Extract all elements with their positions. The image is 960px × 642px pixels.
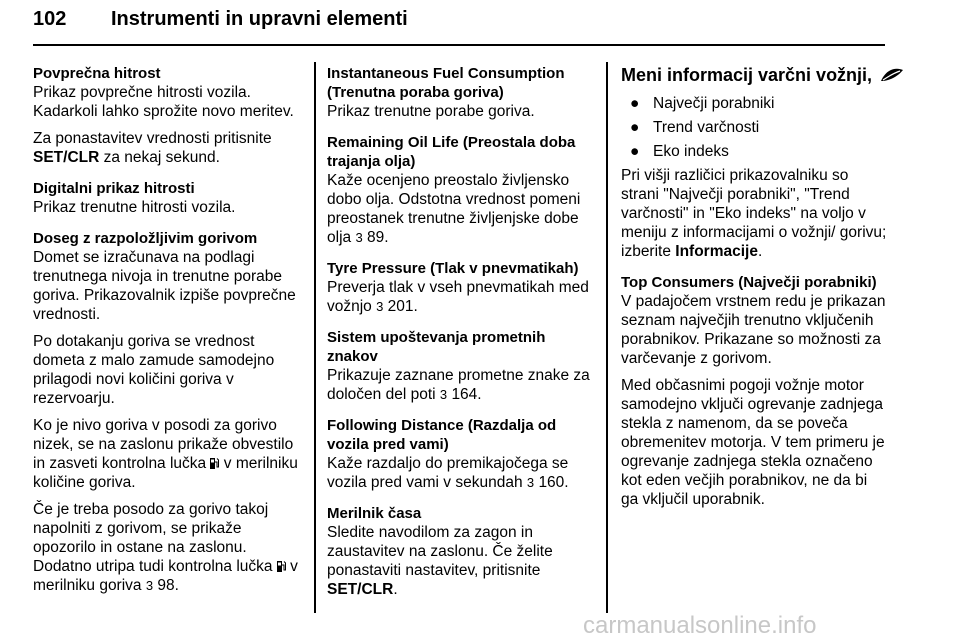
page-reference-icon: 3 bbox=[355, 230, 363, 245]
paragraph: Prikaz trenutne porabe goriva. bbox=[327, 103, 535, 120]
list-item: ● Eko indeks bbox=[630, 143, 729, 160]
button-name-set-clr: SET/CLR bbox=[327, 581, 394, 598]
page-reference-icon: 3 bbox=[376, 299, 384, 314]
paragraph: Med občasnimi pogoji vožnje motor samodejno vključi ogrevanje zadnjega stekla z namenom, da se poveča obremenitev motorja. V tem primeru je ogrevanje zadnjega stekla označeno kot eden večjih porabnikov, ne da bi ga vključil uporabnik. bbox=[621, 377, 885, 508]
paragraph: Prikaz trenutne hitrosti vozila. bbox=[33, 199, 236, 216]
column-divider-1 bbox=[314, 62, 316, 613]
watermark: carmanualsonline.info bbox=[583, 612, 817, 639]
section-heading-fuel-consumption: Instantaneous Fuel Consumption (Trenutna poraba goriva) bbox=[327, 65, 565, 101]
paragraph: Po dotakanju goriva se vrednost dometa z malo zamude samodejno prilagodi novi količini goriva v rezervoarju. bbox=[33, 333, 275, 407]
menu-name-informacije: Informacije bbox=[675, 243, 758, 260]
paragraph: Ko je nivo goriva v posodi za gorivo nizek, se na zaslonu prikaže obvestilo in zasveti kontrolna lučka v merilniku količine goriva. bbox=[33, 417, 298, 491]
section-heading-tyre-pressure: Tyre Pressure (Tlak v pnevmatikah) bbox=[327, 260, 579, 277]
list-item: ● Največji porabniki bbox=[630, 95, 775, 112]
section-heading-average-speed: Povprečna hitrost bbox=[33, 65, 161, 82]
column-2 bbox=[327, 64, 594, 607]
paragraph: Če je treba posodo za gorivo takoj napolniti z gorivom, se prikaže opozorilo in ostane na zaslonu. Dodatno utripa tudi kontrolna lučka v merilniku goriva 3 98. bbox=[33, 501, 298, 594]
bullet-list bbox=[621, 94, 887, 161]
button-name-set-clr: SET/CLR bbox=[33, 149, 100, 166]
section-heading-eco-menu: Meni informacij varčni vožnji, bbox=[621, 64, 887, 86]
section-heading-top-consumers: Top Consumers (Največji porabniki) bbox=[621, 274, 877, 291]
column-1 bbox=[33, 64, 305, 603]
section-heading-oil-life: Remaining Oil Life (Preostala doba trajanja olja) bbox=[327, 134, 576, 170]
page-reference-icon: 3 bbox=[145, 578, 154, 593]
paragraph: Kaže ocenjeno preostalo življensko dobo olja. Odstotna vrednost pomeni preostanek trenutne življenjske dobe olja 3 89. bbox=[327, 172, 581, 246]
paragraph: Prikazuje zaznane prometne znake za določen del poti 3 164. bbox=[327, 367, 590, 403]
paragraph: Domet se izračunava na podlagi trenutnega nivoja in trenutne porabe goriva. Prikazovalnik izpiše povprečne vrednosti. bbox=[33, 249, 296, 323]
page-reference[interactable]: 160. bbox=[538, 474, 569, 491]
section-heading-following-distance: Following Distance (Razdalja od vozila pred vami) bbox=[327, 417, 557, 453]
column-divider-2 bbox=[606, 62, 608, 613]
page-title: Instrumenti in upravni elementi bbox=[111, 8, 408, 30]
eco-leaf-icon bbox=[880, 67, 904, 83]
paragraph: Kaže razdaljo do premikajočega se vozila pred vami v sekundah 3 160. bbox=[327, 455, 569, 491]
header-rule bbox=[33, 44, 885, 46]
page-reference-icon: 3 bbox=[439, 387, 448, 402]
column-3 bbox=[621, 64, 887, 517]
paragraph: Pri višji različici prikazovalniku so strani "Največji porabniki", "Trend varčnosti" in "Eko indeks" na voljo v meniju z informacijami o vožnji/ gorivu; izberite Informacije. bbox=[621, 167, 887, 260]
paragraph: Preverja tlak v vseh pnevmatikah med vožnjo 3 201. bbox=[327, 279, 589, 315]
page-number: 102 bbox=[33, 8, 67, 30]
page-reference[interactable]: 164. bbox=[451, 386, 482, 403]
section-heading-range: Doseg z razpoložljivim gorivom bbox=[33, 230, 258, 247]
page-header bbox=[33, 8, 408, 31]
fuel-pump-icon bbox=[277, 560, 286, 572]
page-reference[interactable]: 89. bbox=[366, 229, 389, 246]
page-reference[interactable]: 201. bbox=[387, 298, 418, 315]
section-heading-digital-speed: Digitalni prikaz hitrosti bbox=[33, 180, 195, 197]
paragraph: Za ponastavitev vrednosti pritisnite SET/CLR za nekaj sekund. bbox=[33, 130, 272, 166]
list-item: ● Trend varčnosti bbox=[630, 119, 760, 136]
paragraph: Prikaz povprečne hitrosti vozila. Kadarkoli lahko sprožite novo meritev. bbox=[33, 84, 294, 120]
paragraph: Sledite navodilom za zagon in zaustavitev na zaslonu. Če želite ponastaviti nastavitev, pritisnite SET/CLR. bbox=[327, 524, 553, 598]
page-reference[interactable]: 98. bbox=[157, 577, 179, 594]
section-heading-timer: Merilnik časa bbox=[327, 505, 422, 522]
paragraph: V padajočem vrstnem redu je prikazan seznam največjih trenutno vključenih porabnikov. Prikazane so možnosti za varčevanje z gorivom. bbox=[621, 293, 886, 367]
section-heading-traffic-signs: Sistem upoštevanja prometnih znakov bbox=[327, 329, 546, 365]
page-reference-icon: 3 bbox=[526, 475, 535, 490]
